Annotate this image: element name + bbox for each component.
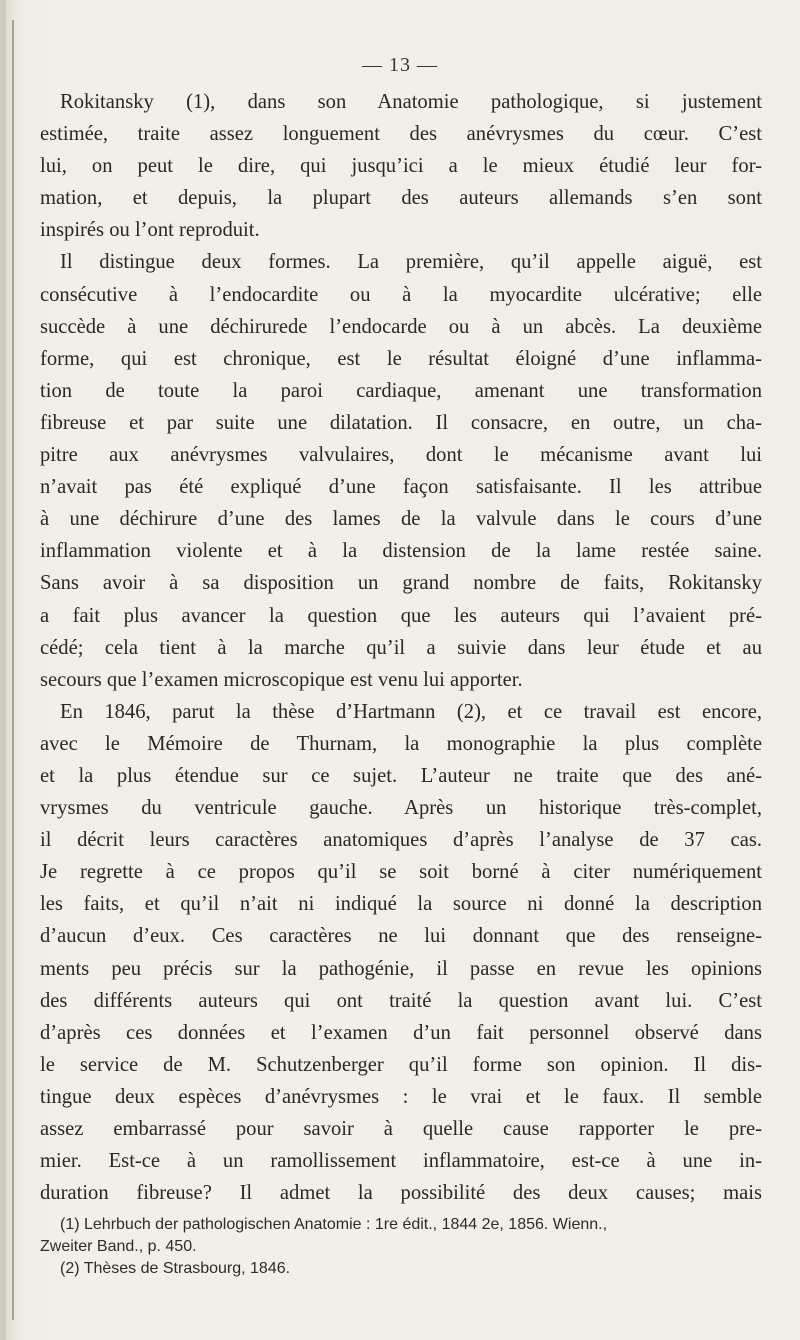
text-line: tion de toute la paroi cardiaque, amenant une transformation: [40, 379, 762, 402]
footnote-line: Zweiter Band., p. 450.: [40, 1238, 197, 1255]
text-line: pitre aux anévrysmes valvulaires, dont le mécanisme avant lui: [40, 444, 762, 467]
text-line: a fait plus avancer la question que les auteurs qui l’avaient pré-: [40, 604, 762, 627]
text-line: il décrit leurs caractères anatomiques d’après l’analyse de 37 cas.: [40, 829, 762, 852]
text-line: le service de M. Schutzenberger qu’il forme son opinion. Il dis-: [40, 1053, 762, 1076]
text-line: estimée, traite assez longuement des anévrysmes du cœur. C’est: [40, 123, 762, 146]
text-line: ments peu précis sur la pathogénie, il passe en revue les opinions: [40, 957, 762, 980]
footnote-line: (1) Lehrbuch der pathologischen Anatomie : 1re édit., 1844 2e, 1856. Wienn.,: [60, 1216, 608, 1233]
text-line: Rokitansky (1), dans son Anatomie pathologique, si justement: [60, 91, 762, 113]
body-text: [40, 86, 762, 1209]
footnote-line: (2) Thèses de Strasbourg, 1846.: [60, 1260, 291, 1277]
footnotes: [40, 1214, 762, 1280]
text-line: secours que l’examen microscopique est venu lui apporter.: [40, 668, 523, 691]
text-line: d’aucun d’eux. Ces caractères ne lui donnant que des renseigne-: [40, 925, 762, 948]
text-line: duration fibreuse? Il admet la possibilité des deux causes; mais: [40, 1182, 762, 1205]
text-line: n’avait pas été expliqué d’une façon satisfaisante. Il les attribue: [40, 476, 762, 499]
text-line: les faits, et qu’il n’ait ni indiqué la source ni donné la description: [40, 893, 762, 916]
text-line: Il distingue deux formes. La première, qu’il appelle aiguë, est: [60, 251, 762, 274]
text-line: cédé; cela tient à la marche qu’il a suivie dans leur étude et au: [40, 636, 762, 659]
text-line: forme, qui est chronique, est le résultat éloigné d’une inflamma-: [40, 347, 762, 370]
text-line: lui, on peut le dire, qui jusqu’ici a le mieux étudié leur for-: [40, 155, 762, 178]
text-line: inspirés ou l’ont reproduit.: [40, 219, 260, 242]
text-line: consécutive à l’endocardite ou à la myocardite ulcérative; elle: [40, 283, 762, 306]
text-line: tingue deux espèces d’anévrysmes : le vrai et le faux. Il semble: [40, 1085, 762, 1108]
text-line: vrysmes du ventricule gauche. Après un historique très-complet,: [40, 797, 762, 820]
text-line: mier. Est-ce à un ramollissement inflammatoire, est-ce à une in-: [40, 1150, 762, 1173]
text-line: d’après ces données et l’examen d’un fait personnel observé dans: [40, 1021, 762, 1044]
text-line: des différents auteurs qui ont traité la question avant lui. C’est: [40, 989, 762, 1012]
text-line: fibreuse et par suite une dilatation. Il consacre, en outre, un cha-: [40, 411, 762, 434]
text-line: assez embarrassé pour savoir à quelle cause rapporter le pre-: [40, 1118, 762, 1140]
text-line: Je regrette à ce propos qu’il se soit borné à citer numériquement: [40, 861, 762, 884]
text-line: En 1846, parut la thèse d’Hartmann (2), et ce travail est encore,: [60, 700, 762, 723]
binding-shadow-line: [12, 20, 14, 1320]
text-line: avec le Mémoire de Thurnam, la monographie la plus complète: [40, 732, 762, 755]
text-line: mation, et depuis, la plupart des auteurs allemands s’en sont: [40, 187, 762, 210]
text-line: à une déchirure d’une des lames de la valvule dans le cours d’une: [40, 508, 762, 531]
page-binding-edge: [0, 0, 6, 1340]
text-line: Sans avoir à sa disposition un grand nombre de faits, Rokitansky: [40, 572, 762, 595]
text-line: et la plus étendue sur ce sujet. L’auteur ne traite que des ané-: [40, 764, 762, 787]
text-line: succède à une déchirurede l’endocarde ou à un abcès. La deuxième: [40, 315, 762, 338]
text-line: inflammation violente et à la distension de la lame restée saine.: [40, 540, 762, 563]
page-number: — 13 —: [362, 54, 438, 76]
